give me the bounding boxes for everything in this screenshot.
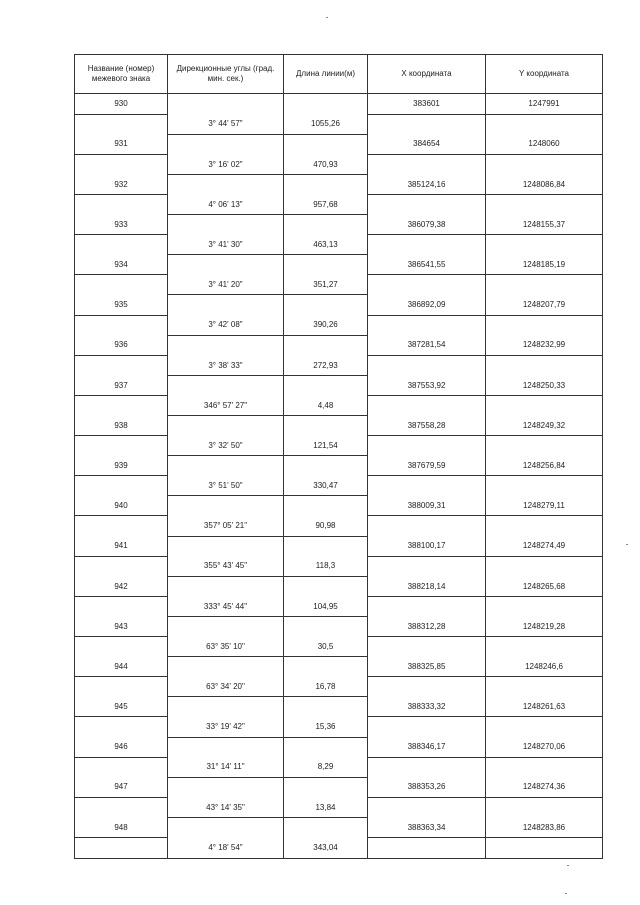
empty-cell [284,255,368,275]
empty-cell [486,556,603,576]
bearing-angle: 4° 18' 54" [168,837,284,858]
table-row [75,194,603,214]
point-name: 937 [75,375,168,395]
line-length: 957,68 [284,194,368,214]
empty-cell [168,295,284,315]
line-length: 8,29 [284,757,368,777]
empty-cell [168,616,284,636]
line-length: 463,13 [284,235,368,255]
table-row [75,154,603,174]
table-row [75,436,603,456]
y-coordinate: 1248086,84 [486,174,603,194]
empty-cell [284,416,368,436]
x-coordinate: 388009,31 [368,496,486,516]
bearing-angle: 357° 05' 21" [168,516,284,536]
point-name: 941 [75,536,168,556]
bearing-angle: 63° 34' 20" [168,677,284,697]
point-name: 939 [75,456,168,476]
empty-cell [75,797,168,817]
empty-cell [486,315,603,335]
empty-cell [486,436,603,456]
x-coordinate: 387553,92 [368,375,486,395]
empty-cell [284,335,368,355]
x-coordinate: 386892,09 [368,295,486,315]
empty-cell [284,215,368,235]
line-length: 118,3 [284,556,368,576]
empty-cell [284,616,368,636]
y-coordinate: 1248155,37 [486,215,603,235]
y-coordinate: 1248274,49 [486,536,603,556]
line-length: 470,93 [284,154,368,174]
empty-cell [75,315,168,335]
line-length: 30,5 [284,637,368,657]
empty-cell [368,637,486,657]
y-coordinate: 1248261,63 [486,697,603,717]
x-coordinate: 388346,17 [368,737,486,757]
empty-cell [168,817,284,837]
empty-cell [284,737,368,757]
x-coordinate: 385124,16 [368,174,486,194]
point-name: 948 [75,817,168,837]
point-name: 931 [75,134,168,154]
scan-speck [565,893,567,894]
x-coordinate: 384654 [368,134,486,154]
table-row [75,375,603,395]
table-row [75,596,603,616]
table-row [75,496,603,516]
bearing-angle: 63° 35' 10" [168,637,284,657]
bearing-angle: 3° 38' 33" [168,355,284,375]
empty-cell [75,596,168,616]
table-row [75,456,603,476]
empty-cell [284,456,368,476]
empty-cell [284,174,368,194]
table-row [75,134,603,154]
y-coordinate: 1248249,32 [486,416,603,436]
table-row [75,657,603,677]
table-row [75,416,603,436]
point-name: 945 [75,697,168,717]
empty-cell [168,536,284,556]
bearing-angle: 3° 41' 20" [168,275,284,295]
empty-cell [368,275,486,295]
table-row [75,215,603,235]
empty-cell [168,335,284,355]
table-row [75,737,603,757]
empty-cell [168,576,284,596]
table-row [75,174,603,194]
empty-cell [168,416,284,436]
table-row [75,837,603,858]
y-coordinate: 1248279,11 [486,496,603,516]
table-row [75,797,603,817]
empty-cell [486,395,603,415]
empty-cell [168,255,284,275]
empty-cell [486,677,603,697]
empty-cell [368,556,486,576]
bearing-angle: 3° 41' 30" [168,235,284,255]
table-row [75,476,603,496]
y-coordinate: 1248250,33 [486,375,603,395]
line-length: 121,54 [284,436,368,456]
empty-cell [368,194,486,214]
line-length: 330,47 [284,476,368,496]
x-coordinate: 388218,14 [368,576,486,596]
empty-cell [284,94,368,115]
empty-cell [368,114,486,134]
table-row [75,395,603,415]
header-y-coordinate: Y координата [486,55,603,94]
empty-cell [486,114,603,134]
x-coordinate: 388312,28 [368,616,486,636]
empty-cell [368,797,486,817]
empty-cell [284,817,368,837]
empty-cell [75,355,168,375]
empty-cell [284,777,368,797]
empty-cell [75,395,168,415]
y-coordinate: 1248256,84 [486,456,603,476]
empty-cell [168,94,284,115]
empty-cell [486,275,603,295]
x-coordinate: 388100,17 [368,536,486,556]
point-name: 935 [75,295,168,315]
empty-cell [168,496,284,516]
empty-cell [75,436,168,456]
point-name: 946 [75,737,168,757]
x-coordinate: 387281,54 [368,335,486,355]
line-length: 1055,26 [284,114,368,134]
line-length: 15,36 [284,717,368,737]
x-coordinate: 388353,26 [368,777,486,797]
table-row [75,315,603,335]
x-coordinate: 387558,28 [368,416,486,436]
y-coordinate: 1248232,99 [486,335,603,355]
empty-cell [368,516,486,536]
empty-cell [486,355,603,375]
x-coordinate: 383601 [368,94,486,115]
empty-cell [284,496,368,516]
empty-cell [75,757,168,777]
table-row [75,576,603,596]
point-name: 930 [75,94,168,115]
empty-cell [368,235,486,255]
table-row [75,697,603,717]
table-row [75,355,603,375]
bearing-angle: 31° 14' 11" [168,757,284,777]
table-row [75,536,603,556]
bearing-angle: 33° 19' 42" [168,717,284,737]
empty-cell [284,134,368,154]
empty-cell [368,436,486,456]
line-length: 390,26 [284,315,368,335]
empty-cell [368,355,486,375]
point-name: 933 [75,215,168,235]
table-row [75,335,603,355]
point-name: 944 [75,657,168,677]
table-row [75,516,603,536]
header-x-coordinate: X координата [368,55,486,94]
y-coordinate: 1248060 [486,134,603,154]
y-coordinate: 1248265,68 [486,576,603,596]
bearing-angle: 3° 51' 50" [168,476,284,496]
y-coordinate: 1248283,86 [486,817,603,837]
empty-cell [168,657,284,677]
empty-cell [75,154,168,174]
bearing-angle: 3° 32' 50" [168,436,284,456]
table-row [75,777,603,797]
empty-cell [486,516,603,536]
y-coordinate: 1247991 [486,94,603,115]
y-coordinate: 1248270,06 [486,737,603,757]
table-row [75,235,603,255]
bearing-angle: 43° 14' 35" [168,797,284,817]
table-row [75,114,603,134]
header-row [75,55,603,94]
empty-cell [486,797,603,817]
x-coordinate: 388363,34 [368,817,486,837]
y-coordinate: 1248219,28 [486,616,603,636]
empty-cell [486,476,603,496]
empty-cell [368,154,486,174]
table-row [75,295,603,315]
y-coordinate: 1248207,79 [486,295,603,315]
boundary-coordinates-table [74,54,603,859]
table-row [75,275,603,295]
empty-cell [75,516,168,536]
point-name: 940 [75,496,168,516]
line-length: 90,98 [284,516,368,536]
scan-speck [626,544,628,545]
table-body [75,94,603,859]
empty-cell [284,536,368,556]
table-row [75,255,603,275]
table-row [75,556,603,576]
scan-speck [326,17,328,18]
empty-cell [486,757,603,777]
scan-speck [567,865,569,866]
empty-cell [486,717,603,737]
bearing-angle: 333° 45' 44" [168,596,284,616]
empty-cell [486,837,603,858]
empty-cell [75,194,168,214]
line-length: 104,95 [284,596,368,616]
empty-cell [75,677,168,697]
table-row [75,817,603,837]
x-coordinate: 388325,85 [368,657,486,677]
point-name: 934 [75,255,168,275]
empty-cell [284,697,368,717]
line-length: 351,27 [284,275,368,295]
table-row [75,717,603,737]
table-row [75,677,603,697]
bearing-angle: 3° 16' 02" [168,154,284,174]
table-header [75,55,603,94]
empty-cell [486,154,603,174]
point-name: 942 [75,576,168,596]
line-length: 13,84 [284,797,368,817]
table-row [75,757,603,777]
empty-cell [168,737,284,757]
empty-cell [368,837,486,858]
empty-cell [75,235,168,255]
empty-cell [75,717,168,737]
empty-cell [284,375,368,395]
table-row [75,637,603,657]
x-coordinate: 386079,38 [368,215,486,235]
line-length: 16,78 [284,677,368,697]
empty-cell [168,215,284,235]
header-point-name: Название (номер) межевого знака [75,55,168,94]
empty-cell [486,637,603,657]
empty-cell [284,657,368,677]
empty-cell [486,596,603,616]
point-name: 938 [75,416,168,436]
empty-cell [168,697,284,717]
empty-cell [368,677,486,697]
line-length: 272,93 [284,355,368,375]
empty-cell [75,556,168,576]
x-coordinate: 388333,32 [368,697,486,717]
point-name: 936 [75,335,168,355]
empty-cell [168,134,284,154]
empty-cell [284,295,368,315]
point-name: 932 [75,174,168,194]
empty-cell [168,456,284,476]
line-length: 4,48 [284,395,368,415]
empty-cell [75,114,168,134]
empty-cell [75,275,168,295]
empty-cell [368,395,486,415]
empty-cell [368,596,486,616]
empty-cell [75,476,168,496]
empty-cell [368,315,486,335]
empty-cell [368,717,486,737]
empty-cell [168,174,284,194]
empty-cell [75,637,168,657]
header-bearing: Дирекционные углы (град. мин. сек.) [168,55,284,94]
header-line-length: Длина линии(м) [284,55,368,94]
bearing-angle: 3° 42' 08" [168,315,284,335]
table-row [75,94,603,115]
y-coordinate: 1248246,6 [486,657,603,677]
point-name: 943 [75,616,168,636]
bearing-angle: 346° 57' 27" [168,395,284,415]
empty-cell [75,837,168,858]
empty-cell [486,235,603,255]
x-coordinate: 387679,59 [368,456,486,476]
bearing-angle: 4° 06' 13" [168,194,284,214]
y-coordinate: 1248274,36 [486,777,603,797]
x-coordinate: 386541,55 [368,255,486,275]
empty-cell [168,777,284,797]
table-row [75,616,603,636]
line-length: 343,04 [284,837,368,858]
empty-cell [368,476,486,496]
point-name: 947 [75,777,168,797]
empty-cell [486,194,603,214]
empty-cell [368,757,486,777]
bearing-angle: 3° 44' 57" [168,114,284,134]
bearing-angle: 355° 43' 45" [168,556,284,576]
y-coordinate: 1248185,19 [486,255,603,275]
empty-cell [168,375,284,395]
empty-cell [284,576,368,596]
